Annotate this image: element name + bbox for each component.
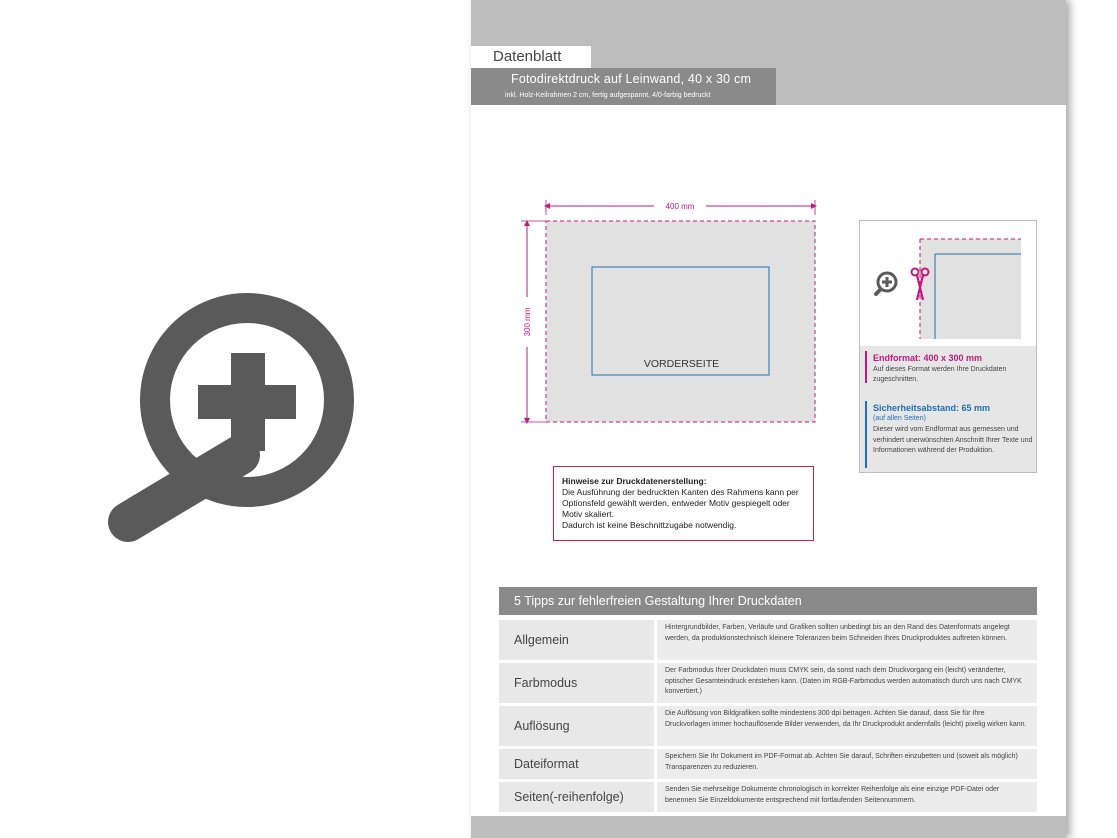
format-legend xyxy=(859,220,1037,473)
tip-category: Auflösung xyxy=(499,706,654,746)
height-label: 300 mm xyxy=(523,307,532,337)
tips-row xyxy=(499,706,1037,746)
zoom-in-icon[interactable] xyxy=(871,269,901,299)
sheet-tab-label: Datenblatt xyxy=(471,46,591,68)
end-format-area xyxy=(546,221,815,422)
tip-text: Hintergrundbilder, Farben, Verläufe und Grafiken sollten unbedingt bis an den Rand des Datenformats angelegt werden, da produktionstechnisch kleinere Toleranzen beim Schneiden Ihres Druckproduktes auftreten können. xyxy=(657,620,1037,660)
product-subtitle: inkl. Holz-Keilrahmen 2 cm, fertig aufgespannt, 4/0-farbig bedruckt xyxy=(505,92,711,99)
end-format-title: Endformat: 400 x 300 mm xyxy=(873,353,983,363)
tips-row xyxy=(499,782,1037,812)
safety-margin-subtitle: (auf allen Seiten) xyxy=(873,415,926,422)
end-format-description: Auf dieses Format werden Ihre Druckdaten zugeschnitten. xyxy=(873,366,1007,383)
end-format-marker xyxy=(865,351,867,383)
safety-margin-title: Sicherheitsabstand: 65 mm xyxy=(873,403,991,413)
safety-margin-marker xyxy=(865,401,867,468)
tips-row xyxy=(499,749,1037,779)
tip-text: Speichern Sie Ihr Dokument im PDF-Format ab. Achten Sie darauf, Schriften einzubetten und (soweit als möglich) Transparenzen zu reduzieren. xyxy=(657,749,1037,779)
tip-text: Der Farbmodus Ihrer Druckdaten muss CMYK sein, da sonst nach dem Druckvorgang ein (leicht) veränderter, optischer Gesamteindruck entstehen kann. (Daten im RGB-Farbmodus werden automatisch durch uns nach CMYK konvertiert.) xyxy=(657,663,1037,703)
scissors-icon xyxy=(910,266,930,302)
sheet-title-band xyxy=(471,68,776,105)
tips-heading: 5 Tipps zur fehlerfreien Gestaltung Ihrer Druckdaten xyxy=(499,587,1037,615)
tips-row xyxy=(499,620,1037,660)
datasheet-page xyxy=(471,0,1066,838)
hint-note: Dadurch ist keine Beschnittzugabe notwendig. xyxy=(562,520,737,530)
tip-text: Senden Sie mehrseitige Dokumente chronologisch in korrekter Reihenfolge als eine einzige PDF-Datei oder benennen Sie Einzeldokumente entsprechend mit fortlaufenden Seitennummern. xyxy=(657,782,1037,812)
front-side-label: VORDERSEITE xyxy=(643,358,720,370)
safety-margin-description: Dieser wird vom Endformat aus gemessen und verhindert unerwünschten Anschnitt Ihrer Texte und Informationen während der Produktion. xyxy=(873,426,1033,454)
sheet-footer xyxy=(471,816,1066,838)
product-title: Fotodirektdruck auf Leinwand, 40 x 30 cm xyxy=(511,72,752,86)
tips-row xyxy=(499,663,1037,703)
hint-title: Hinweise zur Druckdatenerstellung: xyxy=(562,476,707,486)
tip-category: Dateiformat xyxy=(499,749,654,779)
width-label: 400 mm xyxy=(665,202,695,211)
tip-category: Allgemein xyxy=(499,620,654,660)
print-data-hint xyxy=(553,466,814,541)
hint-body: Die Ausführung der bedruckten Kanten des Rahmens kann per Optionsfeld gewählt werden, entweder Motiv gespiegelt oder Motiv skaliert. xyxy=(562,487,799,519)
zoom-in-icon[interactable] xyxy=(100,285,360,550)
legend-descriptions xyxy=(860,346,1036,472)
tip-category: Seiten(-reihenfolge) xyxy=(499,782,654,812)
tip-category: Farbmodus xyxy=(499,663,654,703)
tip-text: Die Auflösung von Bildgrafiken sollte mindestens 300 dpi betragen. Achten Sie darauf, dass Sie für Ihre Druckvorlagen immer hochauflösende Bilder verwenden, da Ihr Druckprodukt andernfalls (leicht) pixelig wirken kann. xyxy=(657,706,1037,746)
